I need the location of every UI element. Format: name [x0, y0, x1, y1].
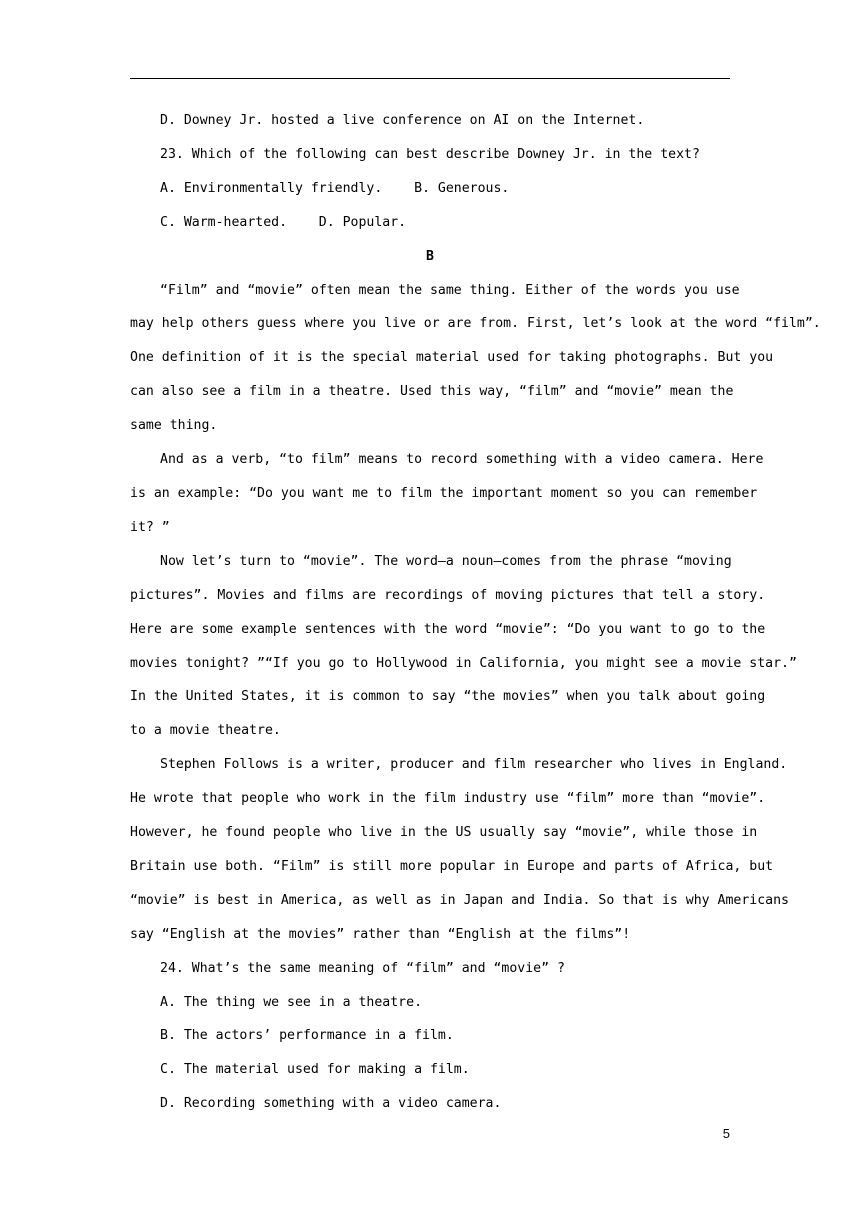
passage-line: pictures”. Movies and films are recordings of moving pictures that tell a story. [130, 587, 766, 603]
q24-option-c: C. The material used for making a film. [160, 1062, 470, 1078]
q24-option-d: D. Recording something with a video camera. [160, 1096, 502, 1112]
passage-line: “movie” is best in America, as well as in Japan and India. So that is why Americans [130, 892, 789, 908]
q24-option-b: B. The actors’ performance in a film. [160, 1028, 454, 1044]
passage-line: He wrote that people who work in the film industry use “film” more than “movie”. [130, 791, 766, 807]
q23-question: 23. Which of the following can best describe Downey Jr. in the text? [160, 146, 700, 162]
passage-line: to a movie theatre. [130, 723, 281, 739]
q23-options-row2: C. Warm-hearted. D. Popular. [160, 214, 407, 230]
passage-line: Here are some example sentences with the word “movie”: “Do you want to go to the [130, 621, 766, 637]
passage-line: say “English at the movies” rather than “English at the films”! [130, 926, 631, 942]
passage-line: may help others guess where you live or are from. First, let’s look at the word “film”. [130, 316, 821, 332]
passage-line: Britain use both. “Film” is still more popular in Europe and parts of Africa, but [130, 858, 774, 874]
document-body [130, 104, 821, 1121]
passage-line: Stephen Follows is a writer, producer and film researcher who lives in England. [160, 757, 788, 773]
page-number: 5 [722, 1126, 730, 1141]
q24-question: 24. What’s the same meaning of “film” and “movie” ? [160, 960, 565, 976]
passage-line: can also see a film in a theatre. Used this way, “film” and “movie” mean the [130, 384, 734, 400]
q22-option-d: D. Downey Jr. hosted a live conference on AI on the Internet. [160, 113, 645, 128]
passage-line: One definition of it is the special material used for taking photographs. But you [130, 350, 774, 366]
passage-line: it? ” [130, 519, 170, 535]
passage-line: same thing. [130, 418, 218, 434]
passage-line: Now let’s turn to “movie”. The word—a noun—comes from the phrase “moving [160, 553, 732, 569]
section-label: B [426, 248, 434, 264]
q24-option-a: A. The thing we see in a theatre. [160, 994, 423, 1010]
passage-line: movies tonight? ”“If you go to Hollywood in California, you might see a movie star.” [130, 655, 797, 671]
passage-line: However, he found people who live in the US usually say “movie”, while those in [130, 825, 758, 841]
header-rule [130, 78, 730, 79]
passage-line: “Film” and “movie” often mean the same thing. Either of the words you use [160, 282, 740, 298]
passage-line: In the United States, it is common to say “the movies” when you talk about going [130, 689, 766, 705]
passage-line: And as a verb, “to film” means to record something with a video camera. Here [160, 452, 764, 468]
passage-line: is an example: “Do you want me to film the important moment so you can remember [130, 485, 758, 501]
q23-options-row1: A. Environmentally friendly. B. Generous. [160, 180, 510, 196]
